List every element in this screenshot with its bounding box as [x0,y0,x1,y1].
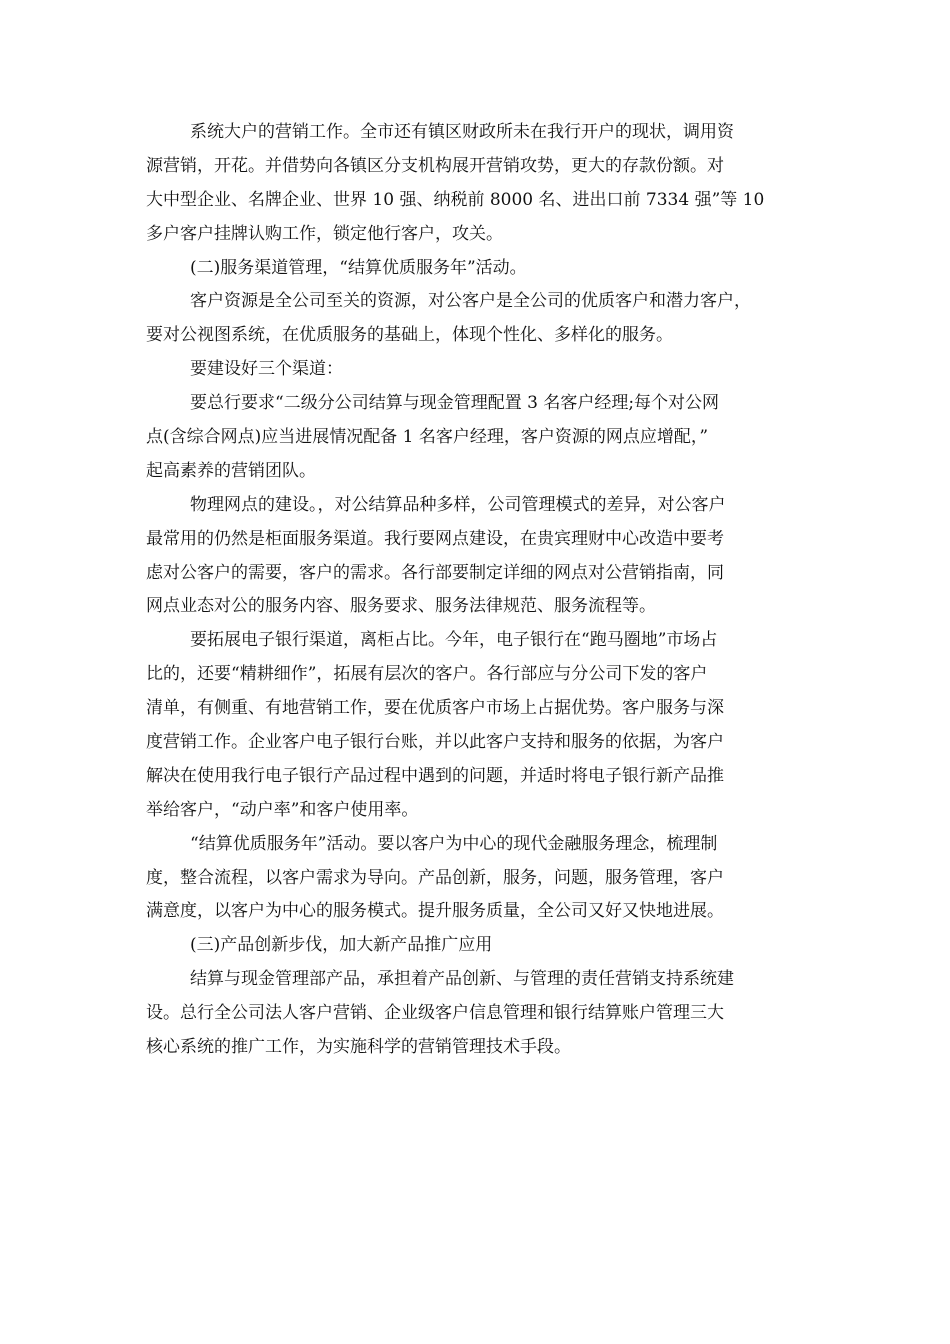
text-line: 要拓展电子银行渠道，离柜占比。今年，电子银行在“跑马圈地”市场占 [190,630,718,651]
text-line: 解决在使用我行电子银行产品过程中遇到的问题，并适时将电子银行新产品推 [146,765,724,786]
text-line: 度营销工作。企业客户电子银行台账，并以此客户支持和服务的依据，为客户 [146,732,724,753]
text-line: 要对公视图系统，在优质服务的基础上，体现个性化、多样化的服务。 [146,325,673,346]
text-line: 设。总行全公司法人客户营销、企业级客户信息管理和银行结算账户管理三大 [146,1003,724,1024]
text-line: 虑对公客户的需要，客户的需求。各行部要制定详细的网点对公营销指南，同 [146,562,724,583]
text-line: 要建设好三个渠道： [190,359,343,380]
text-line: (三)产品创新步伐，加大新产品推广应用 [190,935,493,956]
text-line: 源营销，开花。并借势向各镇区分支机构展开营销攻势，更大的存款份额。对 [146,155,724,176]
text-line: 举给客户，“动户率”和客户使用率。 [146,799,419,820]
text-line: 点(含综合网点)应当进展情况配备 1 名客户经理，客户资源的网点应增配，” [146,427,709,448]
text-line: 大中型企业、名牌企业、世界 10 强、纳税前 8000 名、进出口前 7334 强”等 10 [146,189,765,210]
text-line: (二)服务渠道管理，“结算优质服务年”活动。 [190,257,527,278]
text-line: 多户客户挂牌认购工作，锁定他行客户，攻关。 [146,223,503,244]
text-line: 起高素养的营销团队。 [146,460,316,481]
text-line: 度，整合流程，以客户需求为导向。产品创新，服务，问题，服务管理，客户 [146,867,724,888]
text-line: 结算与现金管理部产品，承担着产品创新、与管理的责任营销支持系统建 [190,969,734,990]
text-line: 物理网点的建设。，对公结算品种多样，公司管理模式的差异，对公客户 [190,494,726,515]
text-line: 客户资源是全公司至关的资源，对公客户是全公司的优质客户和潜力客户， [190,291,751,312]
text-line: 满意度，以客户为中心的服务模式。提升服务质量，全公司又好又快地进展。 [146,901,724,922]
document-body [146,116,818,1065]
text-line: “结算优质服务年”活动。要以客户为中心的现代金融服务理念，梳理制 [190,833,718,854]
text-line: 核心系统的推广工作，为实施科学的营销管理技术手段。 [146,1037,571,1058]
text-line: 比的，还要“精耕细作”，拓展有层次的客户。各行部应与分公司下发的客户 [146,664,708,685]
text-line: 系统大户的营销工作。全市还有镇区财政所未在我行开户的现状，调用资 [190,122,734,142]
text-line: 网点业态对公的服务内容、服务要求、服务法律规范、服务流程等。 [146,596,656,617]
text-line: 要总行要求“二级分公司结算与现金管理配置 3 名客户经理;每个对公网 [190,393,720,414]
text-line: 清单，有侧重、有地营销工作，要在优质客户市场上占据优势。客户服务与深 [146,698,724,719]
text-line: 最常用的仍然是柜面服务渠道。我行要网点建设，在贵宾理财中心改造中要考 [146,528,724,549]
